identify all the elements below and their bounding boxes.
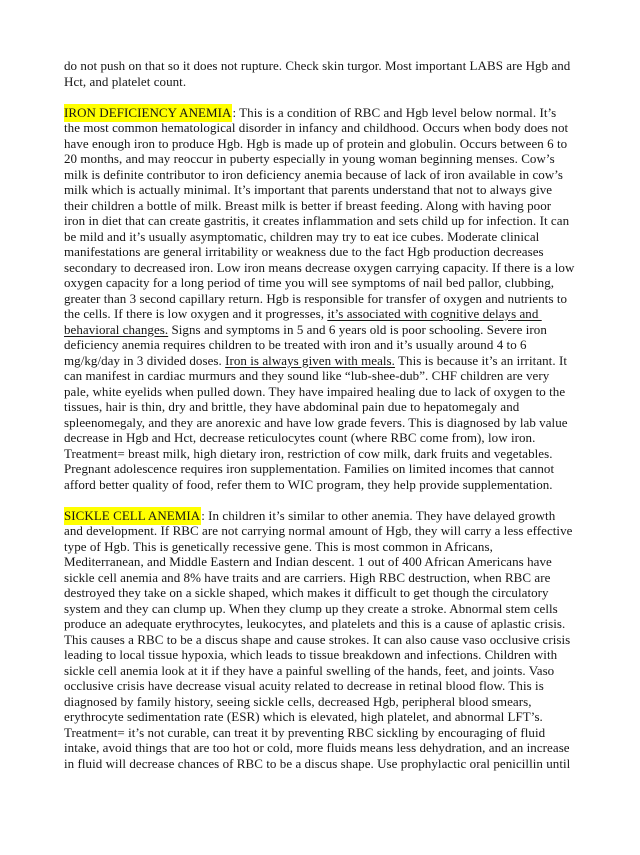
text-line — [64, 368, 594, 384]
highlighted-heading: IRON DEFICIENCY ANEMIA — [64, 104, 232, 120]
text-line — [64, 694, 594, 710]
text-line — [64, 415, 594, 431]
text-run: deficiency anemia requires children to be treated with iron and it’s usually around 4 to 6 — [64, 337, 527, 352]
text-line — [64, 105, 594, 121]
text-run: greater than 3 second capillary return. Hgb is responsible for transfer of oxygen and nutrients to — [64, 290, 568, 306]
text-run: in fluid will decrease chances of RBC to be a discus shape. Use prophylactic oral penicillin until — [64, 755, 571, 771]
text-line — [64, 260, 594, 276]
text-run: sickle cell anemia look at it if they have a painful swelling of the hands, feet, and joints. Vaso — [64, 662, 555, 678]
underlined-text: it’s associated with cognitive delays and — [327, 306, 542, 321]
text-line — [64, 151, 594, 167]
text-line — [64, 384, 594, 400]
text-line — [64, 244, 594, 260]
text-run: pale, white eyelids when pulled down. They have impaired healing due to lack of oxygen to the — [64, 383, 566, 399]
text-line — [64, 275, 594, 291]
text-line — [64, 477, 594, 493]
text-run: manifestations are general irritability or weakness due to the fact Hgb production decreases — [64, 244, 544, 259]
text-run: spleenomegaly, and they are anorexic and have low grade fevers. This is diagnosed by lab value — [64, 414, 568, 430]
text-run: milk is definite contributor to iron deficiency anemia because of lack of iron available in cow’s — [64, 166, 564, 182]
text-line — [64, 446, 594, 462]
highlighted-heading: SICKLE CELL ANEMIA — [64, 507, 201, 523]
text-run: the cells. If there is low oxygen and it progresses, — [64, 306, 328, 321]
text-line — [64, 120, 594, 136]
text-line — [64, 322, 594, 338]
text-run: sickle cell anemia and 8% have traits and are carriers. High RBC destruction, when RBC are — [64, 569, 551, 585]
text-line — [64, 198, 594, 214]
text-line — [64, 291, 594, 307]
text-run: milk which is actually minimal. It’s important that parents understand that not to always give — [64, 182, 553, 197]
text-run: secondary to decreased iron. Low iron means decrease oxygen carrying capacity. If there is a low — [64, 259, 575, 275]
text-run: Treatment= it’s not curable, can treat it by preventing RBC sickling by encouraging of fluid — [64, 724, 546, 740]
text-line — [64, 353, 594, 369]
text-run: tissues, hair is thin, dry and brittle, they have abdominal pain due to hepatomegaly and — [64, 399, 520, 414]
text-run: destroyed they take on a sickle shaped, which makes it difficult to get though the circulatory — [64, 585, 549, 600]
text-line — [64, 678, 594, 694]
text-run: This is because it’s an irritant. It — [394, 352, 567, 368]
text-line — [64, 461, 594, 477]
text-run: This causes a RBC to be a discus shape and cause strokes. It can also cause vaso occlusive crisis — [64, 631, 571, 647]
text-line — [64, 523, 594, 539]
text-line — [64, 399, 594, 415]
text-run: have enough iron to produce Hgb. Hgb is made up of protein and globulin. Occurs between 6 to — [64, 135, 568, 151]
text-run: Pregnant adolescence requires iron supplementation. Families on limited incomes that cannot — [64, 461, 555, 476]
text-line — [64, 539, 594, 555]
text-line — [64, 585, 594, 601]
text-line — [64, 508, 594, 524]
text-run: system and they can clump up. When they clump up they create a stroke. Abnormal stem cells — [64, 600, 558, 616]
text-run: do not push on that so it does not rupture. Check skin turgor. Most important LABS are Hgb and — [64, 58, 571, 73]
underlined-text: behavioral changes. — [64, 321, 169, 337]
text-run: produce an adequate erythrocytes, leukocytes, and platelets and this is a cause of aplastic crisis. — [64, 616, 566, 631]
text-line — [64, 647, 594, 663]
text-line — [64, 229, 594, 245]
text-run: decrease in Hgb and Hct, decrease reticulocytes count (where RBC come from), low iron. — [64, 430, 536, 445]
text-line — [64, 58, 594, 74]
text-line — [64, 306, 594, 322]
text-line — [64, 616, 594, 632]
text-line — [64, 601, 594, 617]
text-run: afford better quality of food, refer them to WIC program, they help provide supplementation. — [64, 476, 553, 492]
text-line — [64, 725, 594, 741]
text-run: Treatment= breast milk, high dietary iron, restriction of cow milk, dark fruits and vegetables. — [64, 445, 553, 461]
text-run: be mild and it’s usually asymptomatic, children may try to eat ice cubes. Moderate clinical — [64, 228, 540, 244]
text-run: their children a bottle of milk. Breast milk is better if breast feeding. Along with having poor — [64, 197, 552, 213]
text-run: leading to local tissue hypoxia, which leads to tissue breakdown and infections. Children with — [64, 647, 558, 662]
text-run: 20 months, and may reoccur in puberty especially in young woman beginning menses. Cow’s — [64, 151, 555, 166]
text-line — [64, 136, 594, 152]
text-line — [64, 213, 594, 229]
text-run: can manifest in cardiac murmurs and they sound like “lub-shee-dub”. CHF children are very — [64, 368, 550, 383]
document-body — [64, 58, 594, 787]
text-run: Signs and symptoms in 5 and 6 years old is poor schooling. Severe iron — [168, 321, 547, 337]
text-line — [64, 167, 594, 183]
text-run: iron in diet that can create gastritis, it creates inflammation and sets child up for infection. It can — [64, 213, 570, 228]
text-run: Mediterranean, and Middle Eastern and Indian descent. 1 out of 400 African Americans have — [64, 554, 552, 569]
text-line — [64, 740, 594, 756]
text-run: : In children it’s similar to other anemia. They have delayed growth — [201, 507, 556, 523]
text-run: erythrocyte sedimentation rate (ESR) which is elevated, high platelet, and abnormal LFT’s. — [64, 709, 543, 724]
text-line — [64, 337, 594, 353]
text-run: occlusive crisis have decrease visual acuity related to decrease in retinal blood flow. This is — [64, 678, 544, 693]
text-line — [64, 709, 594, 725]
text-line — [64, 74, 594, 90]
text-line — [64, 632, 594, 648]
paragraph-iron-deficiency-anemia — [64, 105, 594, 493]
text-line — [64, 570, 594, 586]
text-line — [64, 756, 594, 772]
text-run: the most common hematological disorder in infancy and childhood. Occurs when body does not — [64, 120, 569, 135]
text-run: type of Hgb. This is genetically recessive gene. This is most common in Africans, — [64, 538, 493, 554]
paragraph-intro — [64, 58, 594, 89]
text-run: : This is a condition of RBC and Hgb level below normal. It’s — [232, 104, 557, 120]
text-line — [64, 554, 594, 570]
text-run: Hct, and platelet count. — [64, 73, 187, 89]
text-run: intake, avoid things that are too hot or cold, more fluids means less dehydration, and an increase — [64, 740, 570, 755]
text-line — [64, 430, 594, 446]
text-run: diagnosed by family history, seeing sickle cells, decreased Hgb, peripheral blood smears, — [64, 693, 532, 709]
underlined-text: Iron is always given with meals. — [225, 352, 395, 368]
text-run: mg/kg/day in 3 divided doses. — [64, 352, 226, 368]
text-run: oxygen capacity for a long period of time you will see symptoms of nail bed pallor, clubbing, — [64, 275, 555, 290]
text-run: and development. If RBC are not carrying normal amount of Hgb, they will carry a less effective — [64, 523, 573, 538]
text-line — [64, 663, 594, 679]
paragraph-sickle-cell-anemia — [64, 508, 594, 772]
text-line — [64, 182, 594, 198]
